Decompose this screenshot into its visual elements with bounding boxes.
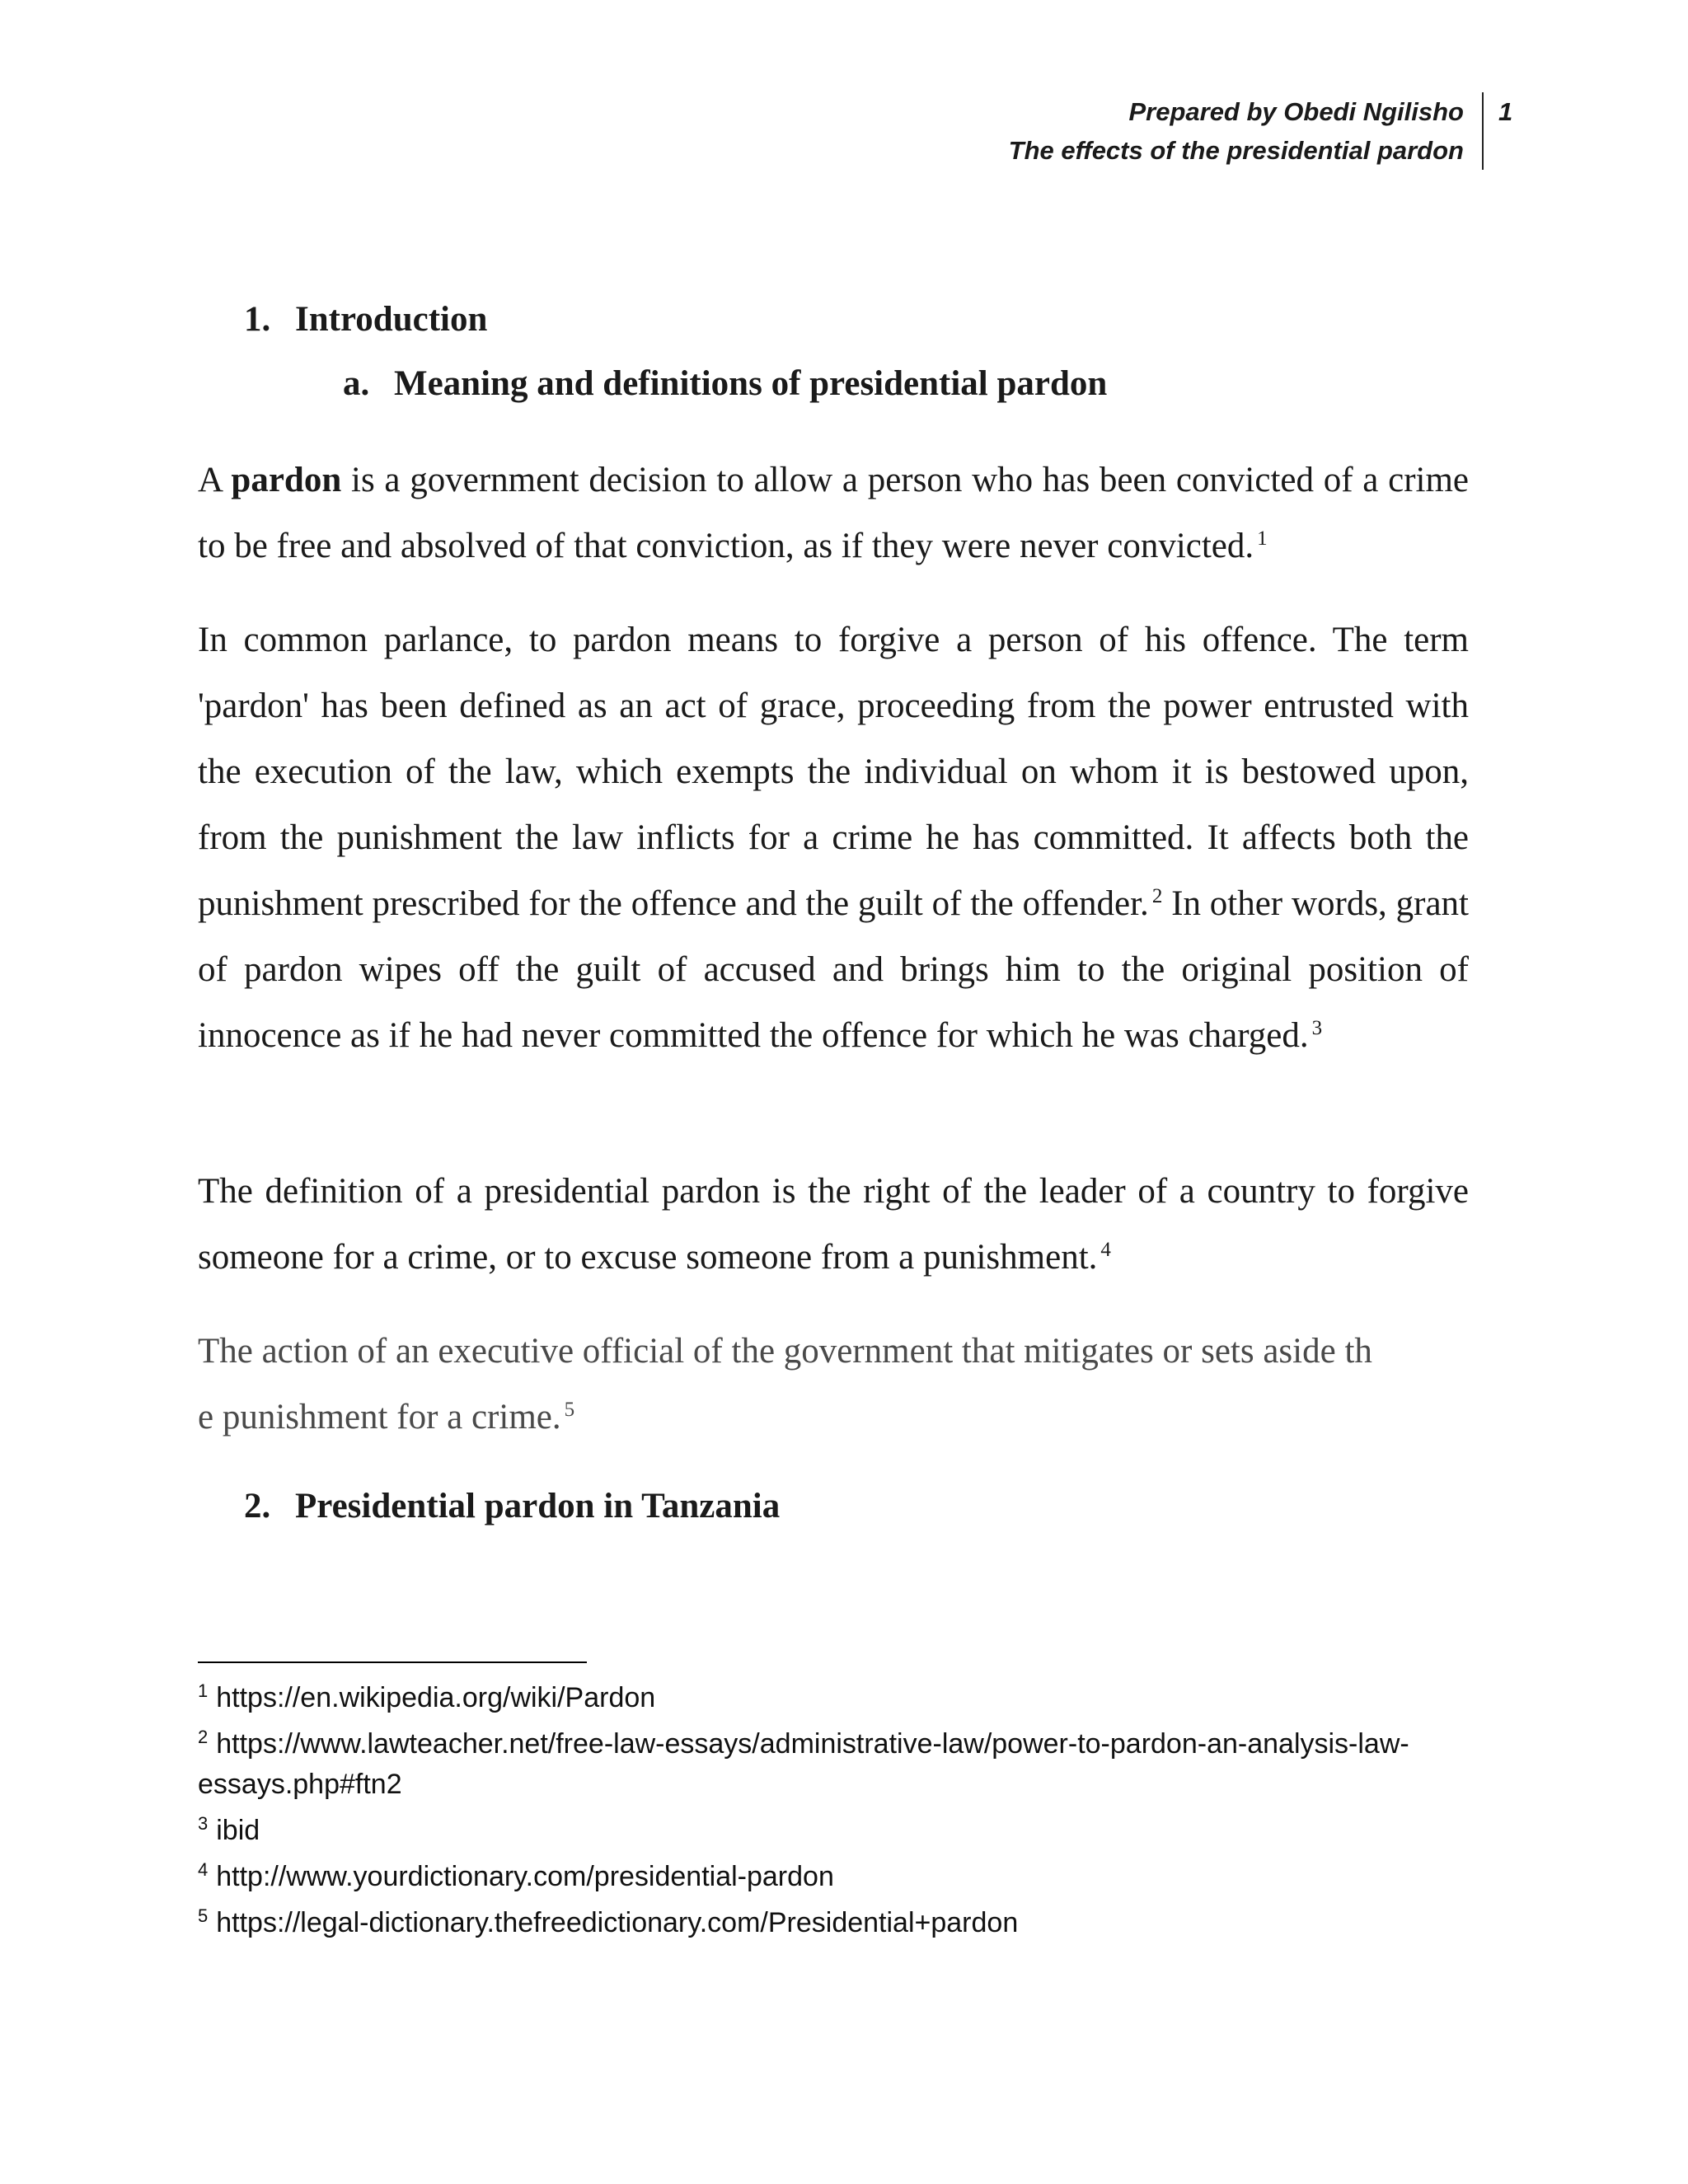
footnote-ref-4[interactable]: 4 [1100, 1238, 1111, 1261]
paragraph-common-parlance [198, 607, 1469, 1069]
footnote-number: 5 [198, 1905, 209, 1926]
p1-text: is a government decision to allow a person who has been convicted of a crime to be free and absolved of that conviction, as if they were never convicted. [198, 461, 1469, 565]
page-header [722, 92, 1484, 170]
section-2-title: Presidential pardon in Tanzania [295, 1487, 781, 1526]
footnote-number: 1 [198, 1680, 209, 1701]
paragraph-pardon-definition [198, 448, 1469, 579]
footnote-number: 3 [198, 1812, 209, 1834]
footnote-number: 4 [198, 1858, 209, 1880]
paragraph-presidential-definition [198, 1159, 1469, 1291]
section-1-title: Introduction [295, 300, 488, 339]
p4-line-2: e punishment for a crime. [198, 1398, 561, 1436]
footnote-number: 2 [198, 1726, 209, 1747]
p2-text-2: In other words, grant of pardon wipes off the guilt of accused and brings him to the original position of innocence as if he had never committed the offence for which he was charged. [198, 884, 1469, 1055]
footnote-link[interactable]: https://en.wikipedia.org/wiki/Pardon [216, 1682, 656, 1713]
footnote-link[interactable]: https://legal-dictionary.thefreedictionary.com/Presidential+pardon [216, 1907, 1019, 1938]
page-number: 1 [1498, 97, 1513, 126]
footnote-ref-5[interactable]: 5 [564, 1398, 575, 1421]
footnote-text: ibid [216, 1815, 260, 1846]
footnote-4 [198, 1857, 1484, 1897]
paragraph-executive-action [198, 1319, 1469, 1451]
term-pardon: pardon [231, 461, 342, 499]
footnote-5 [198, 1903, 1484, 1943]
section-1a-heading [343, 363, 1107, 405]
section-1a-title: Meaning and definitions of presidential pardon [394, 364, 1108, 403]
section-2-number: 2. [244, 1487, 271, 1526]
footnotes [198, 1678, 1484, 1949]
p3-text: The definition of a presidential pardon is the right of the leader of a country to forgive someone for a crime, or to excuse someone from a punishment. [198, 1172, 1469, 1277]
footnote-link[interactable]: https://www.lawteacher.net/free-law-essays/administrative-law/power-to-pardon-an-analysis-law-essays.php#ftn2 [198, 1728, 1409, 1800]
footnote-ref-1[interactable]: 1 [1257, 527, 1268, 550]
footnote-2 [198, 1724, 1484, 1805]
p4-line-1: The action of an executive official of the government that mitigates or sets aside th [198, 1332, 1372, 1371]
section-1-heading [244, 298, 487, 341]
footnote-ref-3[interactable]: 3 [1311, 1016, 1323, 1039]
footnote-3 [198, 1811, 1484, 1851]
p2-text-1: In common parlance, to pardon means to forgive a person of his offence. The term 'pardon' has been defined as an act of grace, proceeding from the power entrusted with the execution of the law, which exempts the individual on whom it is bestowed upon, from the punishment the law inflicts for a crime he has committed. It affects both the punishment prescribed for the offence and the guilt of the offender. [198, 621, 1469, 923]
header-author: Prepared by Obedi Ngilisho [1128, 97, 1464, 126]
footnote-ref-2[interactable]: 2 [1151, 884, 1163, 907]
footnote-1 [198, 1678, 1484, 1718]
section-2-heading [244, 1485, 780, 1528]
header-title: The effects of the presidential pardon [1008, 136, 1464, 165]
p1-lead: A [198, 461, 232, 499]
footnote-link[interactable]: http://www.yourdictionary.com/presidential-pardon [216, 1861, 834, 1892]
section-1a-letter: a. [343, 364, 370, 403]
footnote-divider [198, 1661, 587, 1663]
section-1-number: 1. [244, 300, 271, 339]
